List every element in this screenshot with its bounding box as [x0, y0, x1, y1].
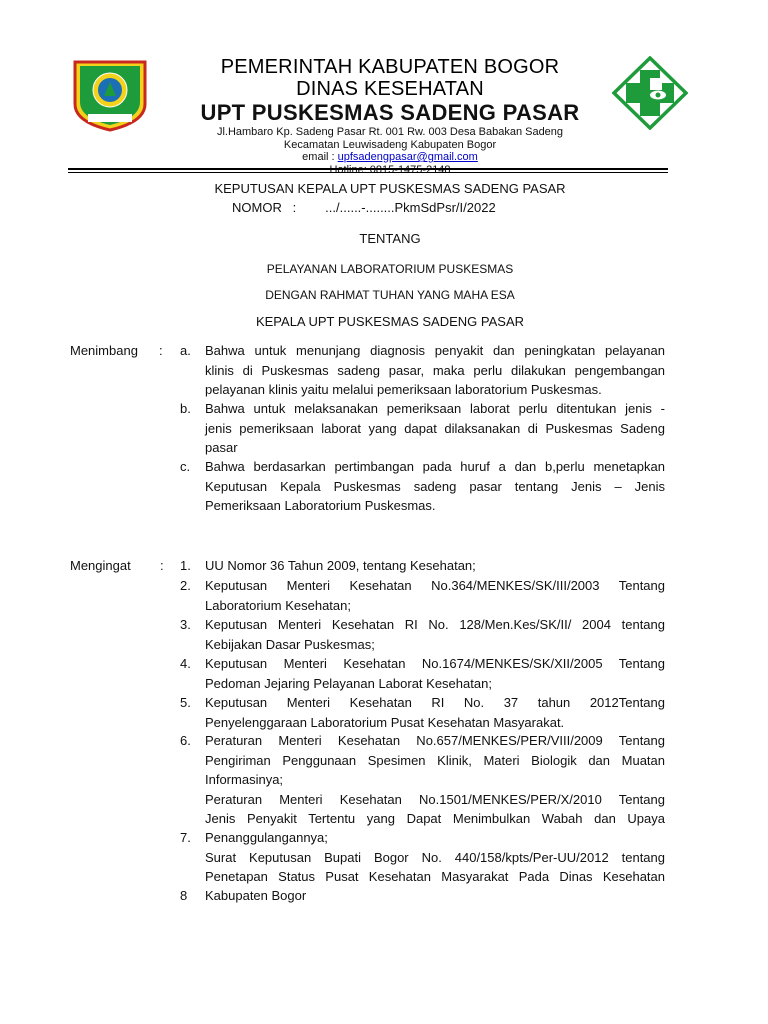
text-line: Keputusan Menteri Kesehatan No.364/MENKES/SK/III/2003 Tentang	[205, 578, 665, 593]
text-line: Informasinya;	[205, 772, 284, 787]
text-line: Kebijakan Dasar Puskesmas;	[205, 636, 375, 652]
letterhead	[0, 0, 768, 175]
mengingat-marker-6: 6.	[180, 733, 191, 748]
address-line-2: Kecamatan Leuwisadeng Kabupaten Bogor	[283, 138, 497, 151]
text-line: Penyelenggaraan Laboratorium Pusat Kesehatan Masyarakat.	[205, 714, 565, 730]
text-line: Pemeriksaan Laboratorium Puskesmas.	[205, 498, 436, 513]
text-line: Jenis Penyakit Tertentu yang Dapat Menimbulkan Wabah dan Upaya	[205, 811, 665, 826]
text-line: Peraturan Menteri Kesehatan No.1501/MENKES/PER/X/2010 Tentang	[205, 791, 665, 807]
mengingat-marker-3: 3.	[180, 617, 191, 632]
text-line: Pedoman Jejaring Pelayanan Laborat Kesehatan;	[205, 675, 492, 691]
text-line: Pengiriman Penggunaan Spesimen Klinik, Materi Biologik dan Muatan	[205, 752, 665, 768]
rahmat-line: DENGAN RAHMAT TUHAN YANG MAHA ESA	[265, 288, 515, 302]
mengingat-item-5	[205, 693, 665, 732]
mengingat-item-2	[205, 576, 665, 615]
decree-title: KEPUTUSAN KEPALA UPT PUSKESMAS SADENG PASAR	[214, 181, 566, 196]
kepala-line: KEPALA UPT PUSKESMAS SADENG PASAR	[255, 314, 525, 329]
text-line: pasar	[205, 440, 238, 455]
government-name: PEMERINTAH KABUPATEN BOGOR	[220, 56, 560, 78]
text-line: Keputusan Menteri Kesehatan RI No. 128/Men.Kes/SK/II/ 2004 tentang	[205, 617, 665, 632]
email-link[interactable]: upfsadengpasar@gmail.com	[337, 151, 478, 163]
text-line: Keputusan Menteri Kesehatan No.1674/MENKES/SK/XII/2005 Tentang	[205, 656, 665, 671]
decree-number: NOMOR : .../......-........PkmSdPsr/I/2022	[232, 200, 496, 215]
menimbang-marker-b: b.	[180, 401, 191, 416]
menimbang-item-a	[205, 341, 665, 400]
mengingat-item-1	[205, 556, 665, 576]
text-line: pelayanan klinis yaitu melalui pemeriksaan laboratorium Puskesmas.	[205, 382, 602, 397]
letterhead-rule-thin	[68, 172, 668, 173]
menimbang-item-c	[205, 457, 665, 516]
email-line	[160, 151, 620, 164]
text-line: Keputusan Menteri Kesehatan RI No. 37 tahun 2012Tentang	[205, 695, 665, 710]
email-label: email :	[302, 151, 338, 163]
text-line: Bahwa untuk melaksanakan pemeriksaan laborat perlu ditentukan jenis -	[205, 401, 665, 416]
text-line: Kabupaten Bogor	[205, 888, 307, 903]
text-line: Surat Keputusan Bupati Bogor No. 440/158/kpts/Per-UU/2012 tentang	[205, 849, 665, 865]
mengingat-item-3	[205, 615, 665, 654]
mengingat-marker-8: 8	[180, 888, 188, 903]
decree-subject: PELAYANAN LABORATORIUM PUSKESMAS	[266, 262, 514, 276]
mengingat-item-4	[205, 654, 665, 693]
text-line: Bahwa berdasarkan pertimbangan pada huruf a dan b,perlu menetapkan	[205, 459, 665, 474]
mengingat-item-8	[205, 886, 665, 906]
mengingat-item-7	[205, 828, 665, 887]
text-line: Bahwa untuk menunjang diagnosis penyakit dan peningkatan pelayanan	[205, 343, 665, 358]
mengingat-item-6	[205, 731, 665, 829]
mengingat-marker-2: 2.	[180, 578, 191, 593]
text-line: Laboratorium Kesehatan;	[205, 597, 351, 613]
institution-name: UPT PUSKESMAS SADENG PASAR	[200, 100, 580, 125]
address-line-1: Jl.Hambaro Kp. Sadeng Pasar Rt. 001 Rw. 003 Desa Babakan Sadeng	[216, 126, 564, 138]
hotline: Hotline: 0815-1475-2148	[329, 163, 451, 176]
text-line: UU Nomor 36 Tahun 2009, tentang Kesehatan;	[205, 558, 476, 573]
kabupaten-bogor-emblem-icon	[70, 52, 150, 132]
menimbang-marker-a: a.	[180, 343, 191, 358]
puskesmas-logo-icon	[612, 56, 688, 130]
mengingat-marker-4: 4.	[180, 656, 191, 671]
menimbang-item-b	[205, 399, 665, 458]
text-line: klinis di Puskesmas sadeng pasar, maka perlu dilakukan pengembangan	[205, 362, 665, 378]
menimbang-label: Menimbang	[70, 343, 138, 358]
mengingat-label: Mengingat	[70, 558, 131, 573]
menimbang-colon: :	[159, 343, 163, 358]
text-line: Penanggulangannya;	[205, 830, 328, 845]
mengingat-colon: :	[160, 558, 164, 573]
mengingat-marker-7: 7.	[180, 830, 191, 845]
tentang-heading: TENTANG	[359, 231, 421, 246]
text-line: Peraturan Menteri Kesehatan No.657/MENKES/PER/VIII/2009 Tentang	[205, 733, 665, 748]
agency-name: DINAS KESEHATAN	[296, 78, 484, 100]
text-line: Keputusan Kepala Puskesmas sadeng pasar tentang Jenis – Jenis	[205, 478, 665, 494]
text-line: jenis pemeriksaan laborat yang dapat dilaksanakan di Puskesmas Sadeng	[205, 420, 665, 436]
menimbang-marker-c: c.	[180, 459, 191, 474]
mengingat-marker-5: 5.	[180, 695, 191, 710]
text-line: Penetapan Status Pusat Kesehatan Masyarakat Pada Dinas Kesehatan	[205, 869, 665, 884]
letterhead-rule-thick	[68, 168, 668, 170]
mengingat-marker-1: 1.	[180, 558, 191, 573]
